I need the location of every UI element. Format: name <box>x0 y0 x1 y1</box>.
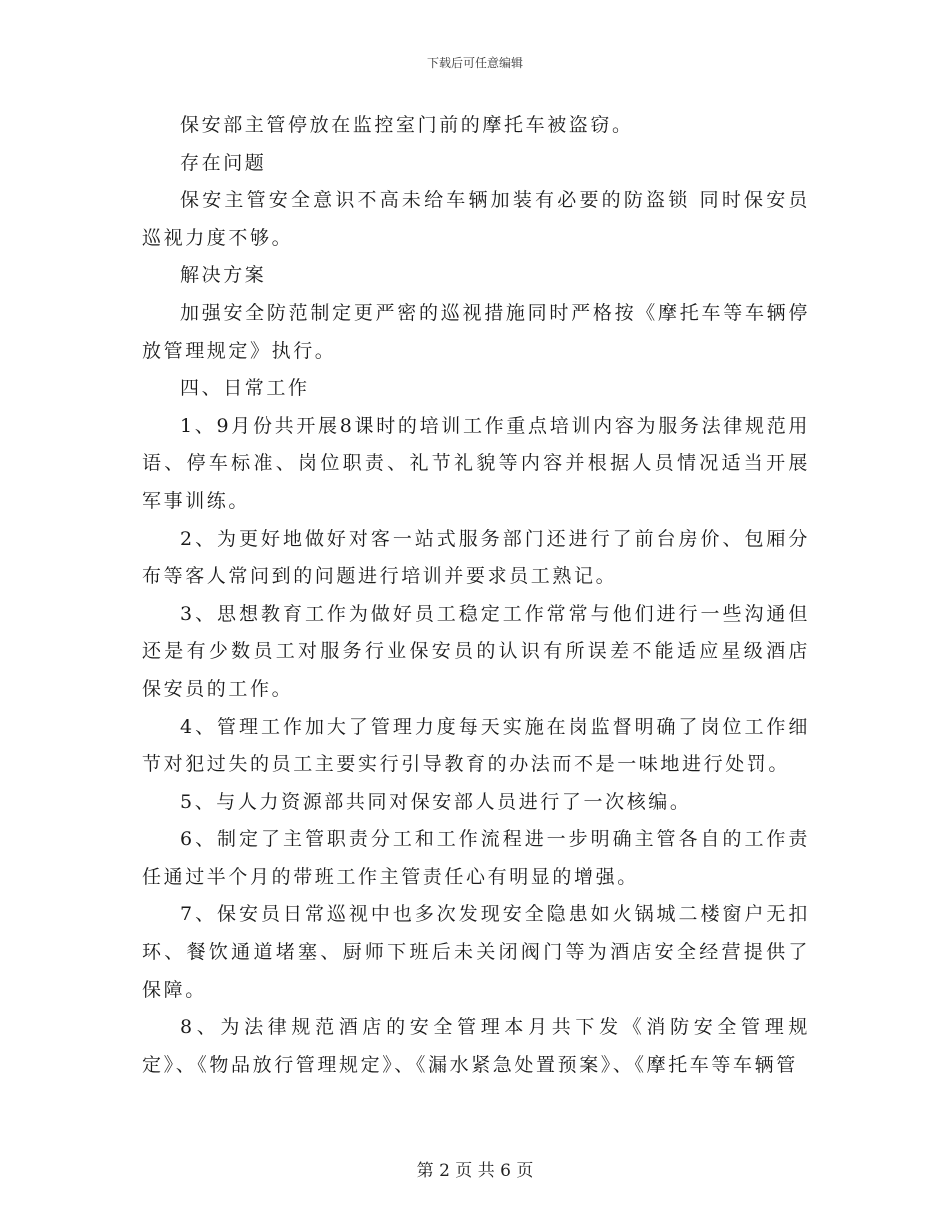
list-item-8: 8、为法律规范酒店的安全管理本月共下发《消防安全管理规定》、《物品放行管理规定》、《漏水紧急处置预案》、《摩托车等车辆管 <box>142 1016 810 1076</box>
list-item-6: 6、制定了主管职责分工和工作流程进一步明确主管各自的工作责任通过半个月的带班工作主管责任心有明显的增强。 <box>142 828 810 888</box>
heading-daily-work: 四、日常工作 <box>180 377 310 400</box>
page-header: 下载后可任意编辑 <box>426 56 523 70</box>
page-number-label: 第 2 页 共 6 页 <box>416 1161 534 1181</box>
list-item-7: 7、保安员日常巡视中也多次发现安全隐患如火锅城二楼窗户无扣环、餐饮通道堵塞、厨师下班后未关闭阀门等为酒店安全经营提供了保障。 <box>142 903 810 1001</box>
page-footer <box>0 1156 950 1181</box>
list-item-5: 5、与人力资源部共同对保安部人员进行了一次核编。 <box>180 790 692 813</box>
list-item-2: 2、为更好地做好对客一站式服务部门还进行了前台房价、包厢分布等客人常问到的问题进行培训并要求员工熟记。 <box>142 527 810 588</box>
heading-existing-problems: 存在问题 <box>180 151 267 174</box>
paragraph-solution: 加强安全防范制定更严密的巡视措施同时严格按《摩托车等车辆停放管理规定》执行。 <box>142 301 810 362</box>
list-item-1: 1、9月份共开展8课时的培训工作重点培训内容为服务法律规范用语、停车标准、岗位职责、礼节礼貌等内容并根据人员情况适当开展军事训练。 <box>142 414 810 512</box>
paragraph-problems: 保安主管安全意识不高未给车辆加装有必要的防盗锁 同时保安员巡视力度不够。 <box>142 189 810 249</box>
document-body <box>142 107 810 1084</box>
paragraph-incident: 保安部主管停放在监控室门前的摩托车被盗窃。 <box>180 114 634 136</box>
list-item-4: 4、管理工作加大了管理力度每天实施在岗监督明确了岗位工作细节对犯过失的员工主要实行引导教育的办法而不是一味地进行处罚。 <box>142 715 810 776</box>
heading-solution: 解决方案 <box>180 264 267 287</box>
list-item-3: 3、思想教育工作为做好员工稳定工作常常与他们进行一些沟通但还是有少数员工对服务行业保安员的认识有所误差不能适应星级酒店保安员的工作。 <box>142 602 810 700</box>
